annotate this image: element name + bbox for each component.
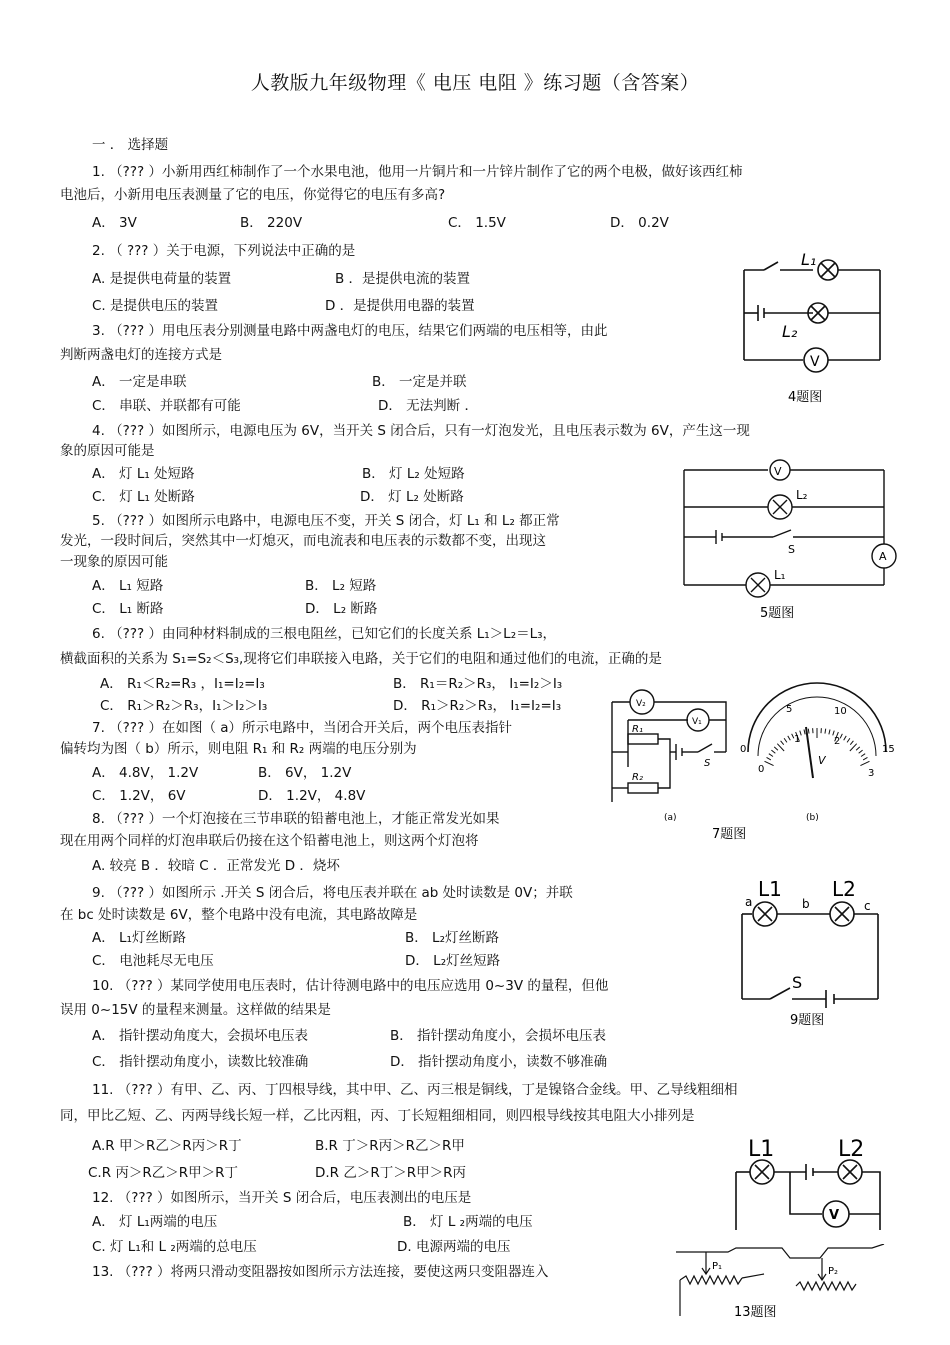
fig7-tick-bottom-0: 0 [758, 764, 765, 775]
q3-line2: 判断两盏电灯的连接方式是 [60, 347, 222, 363]
meter-tick [850, 744, 857, 751]
meter-tick [781, 741, 784, 745]
q7-option-d: D． 1.2V， 4.8V [258, 788, 366, 804]
figure-9-circuit [738, 874, 888, 1029]
fig7-tick-top-10: 10 [834, 706, 847, 717]
q8-line1: 8. （??? ）一个灯泡接在三节串联的铅蓄电池上，才能正常发光如果 [92, 811, 500, 827]
q5-line1: 5. （??? ）如图所示电路中，电源电压不变，开关 S 闭合，灯 L₁ 和 L₂ 都正常 [92, 513, 560, 529]
meter-tick [774, 747, 778, 750]
q11-option-c: C.R 丙＞R乙＞R甲＞R丁 [88, 1165, 239, 1181]
q5-line2: 发光，一段时间后，突然其中一灯熄灭，而电流表和电压表的示数都不变，出现这 [60, 533, 546, 549]
fig7-tick-bottom-1: 1 [794, 734, 801, 745]
q9-option-c: C． 电池耗尽无电压 [92, 953, 214, 969]
q2-option-b: B ．是提供电流的装置 [335, 271, 471, 287]
meter-tick [771, 750, 775, 753]
meter-tick [804, 729, 805, 734]
q11-option-b: B.R 丁＞R丙＞R乙＞R甲 [315, 1138, 465, 1154]
section-heading: 一 ． 选择题 [92, 137, 169, 153]
meter-tick [850, 741, 853, 745]
fig9-label-a: a [745, 895, 753, 909]
q8-options: A. 较亮 B ．较暗 C ．正常发光 D ．烧坏 [92, 858, 340, 874]
q4-option-d: D． 灯 L₂ 处断路 [360, 489, 464, 505]
fig5-label-l1: L₁ [774, 568, 786, 582]
q1-option-a: A． 3V [92, 215, 137, 231]
figure-7-circuit-and-meter [608, 682, 908, 844]
fig7-caption: 7题图 [712, 827, 747, 842]
q6-option-a: A． R₁＜R₂=R₃ ，I₁=I₂=I₃ [100, 676, 265, 692]
meter-tick [808, 729, 809, 734]
q2-stem: 2. （ ??? ）关于电源，下列说法中正确的是 [92, 243, 356, 259]
q6-line2: 横截面积的关系为 S₁=S₂＜S₃,现将它们串联接入电路，关于它们的电阻和通过他们的电流，正确的是 [60, 651, 662, 667]
q9-line1: 9. （??? ）如图所示 .开关 S 闭合后，将电压表并联在 ab 处时读数是 0V；并联 [92, 885, 573, 901]
meter-tick [860, 761, 869, 765]
q12-option-a: A． 灯 L₁两端的电压 [92, 1214, 218, 1230]
q11-line2: 同，甲比乙短、乙、丙两导线长短一样，乙比丙粗，丙、丁长短粗细相同，则四根导线按其电阻大小排列是 [60, 1108, 695, 1124]
fig7-meter-unit: V [818, 754, 826, 767]
q6-option-c: C． R₁＞R₂＞R₃，I₁＞I₂＞I₃ [100, 698, 268, 714]
q7-option-c: C． 1.2V， 6V [92, 788, 186, 804]
q8-line2: 现在用两个同样的灯泡串联后仍接在这个铅蓄电池上，则这两个灯泡将 [60, 833, 479, 849]
q13-stem: 13. （??? ）将两只滑动变阻器按如图所示方法连接，要使这两只变阻器连入 [92, 1264, 549, 1280]
q6-line1: 6. （??? ）由同种材料制成的三根电阻丝，已知它们的长度关系 L₁＞L₂＝L₃， [92, 626, 557, 642]
q7-line2: 偏转均为图（ b）所示，则电阻 R₁ 和 R₂ 两端的电压分别为 [60, 741, 417, 757]
q5-option-a: A． L₁ 短路 [92, 578, 164, 594]
meter-tick [863, 757, 867, 759]
q3-option-c: C． 串联、并联都有可能 [92, 398, 241, 414]
q4-option-c: C． 灯 L₁ 处断路 [92, 489, 195, 505]
q6-option-b: B． R₁＝R₂＞R₃， I₁=I₂＞I₃ [393, 676, 563, 692]
meter-tick [825, 729, 826, 734]
q5-line3: 一现象的原因可能 [60, 554, 168, 570]
q2-option-a: A. 是提供电荷量的装置 [92, 271, 232, 287]
q4-option-a: A． 灯 L₁ 处短路 [92, 466, 195, 482]
meter-tick [861, 754, 865, 757]
fig9-label-s: S [792, 973, 803, 992]
fig7-tick-bottom-3: 3 [868, 768, 875, 779]
fig9-label-l1: L1 [758, 877, 782, 901]
q3-option-d: D． 无法判断 ． [378, 398, 478, 414]
q4-option-b: B． 灯 L₂ 处短路 [362, 466, 465, 482]
q9-line2: 在 bc 处时读数是 6V，整个电路中没有电流，其电路故障是 [60, 907, 418, 923]
meter-tick [859, 750, 863, 753]
meter-tick [765, 761, 774, 765]
fig7-tick-top-15: 15 [882, 744, 895, 755]
q9-option-a: A． L₁灯丝断路 [92, 930, 186, 946]
fig7-label-s: S [704, 758, 711, 769]
q5-option-c: C． L₁ 断路 [92, 601, 164, 617]
q12-option-c: C. 灯 L₁和 L ₂两端的总电压 [92, 1239, 257, 1255]
fig7-label-b: (b) [806, 813, 819, 823]
q10-option-d: D． 指针摆动角度小，读数不够准确 [390, 1054, 608, 1070]
meter-tick [784, 738, 787, 742]
q12-stem: 12. （??? ）如图所示，当开关 S 闭合后，电压表测出的电压是 [92, 1190, 472, 1206]
fig9-label-l2: L2 [832, 877, 856, 901]
q10-option-a: A． 指针摆动角度大，会损坏电压表 [92, 1028, 309, 1044]
q5-option-d: D． L₂ 断路 [305, 601, 378, 617]
meter-tick [769, 754, 773, 757]
meter-tick [767, 757, 771, 759]
fig7-label-v2: V₂ [636, 699, 646, 709]
fig13-label-p2: P₂ [828, 1266, 839, 1277]
q1-line2: 电池后，小新用电压表测量了它的电压，你觉得它的电压有多高? [60, 187, 446, 203]
q5-option-b: B． L₂ 短路 [305, 578, 377, 594]
fig4-caption: 4题图 [788, 390, 823, 405]
q3-option-a: A． 一定是串联 [92, 374, 187, 390]
figure-4-circuit [738, 240, 888, 410]
q12-option-d: D. 电源两端的电压 [397, 1239, 511, 1255]
fig9-caption: 9题图 [790, 1013, 825, 1028]
q1-option-c: C． 1.5V [448, 215, 506, 231]
fig5-caption: 5题图 [760, 606, 795, 621]
q9-option-d: D． L₂灯丝短路 [405, 953, 501, 969]
q2-option-d: D ．是提供用电器的装置 [325, 298, 475, 314]
fig9-label-b: b [802, 897, 810, 911]
fig9-label-c: c [864, 899, 871, 913]
fig12-label-v: V [829, 1208, 840, 1223]
meter-tick [844, 736, 847, 740]
q1-line1: 1. （??? ）小新用西红柿制作了一个水果电池，他用一片铜片和一片锌片制作了它的两个电极，做好该西红柿 [92, 164, 743, 180]
meter-tick [833, 731, 834, 736]
figure-5-circuit [678, 452, 900, 624]
meter-tick [840, 734, 842, 738]
q10-option-b: B． 指针摆动角度小，会损坏电压表 [390, 1028, 607, 1044]
q7-option-a: A． 4.8V， 1.2V [92, 765, 199, 781]
q2-option-c: C. 是提供电压的装置 [92, 298, 219, 314]
q9-option-b: B． L₂灯丝断路 [405, 930, 499, 946]
figure-12-circuit [728, 1132, 898, 1242]
q7-line1: 7. （??? ）在如图（ a）所示电路中，当闭合开关后，两个电压表指针 [92, 720, 513, 736]
q1-option-d: D． 0.2V [610, 215, 669, 231]
q11-option-a: A.R 甲＞R乙＞R丙＞R丁 [92, 1138, 242, 1154]
fig13-label-p1: P₁ [712, 1261, 723, 1272]
fig7-label-a: (a) [664, 813, 677, 823]
q6-option-d: D． R₁＞R₂＞R₃， I₁=I₂=I₃ [393, 698, 562, 714]
figure-13-rheostats [672, 1244, 898, 1342]
page-title: 人教版九年级物理《 电压 电阻 》练习题（含答案） [250, 72, 700, 94]
meter-tick [856, 747, 860, 750]
q1-option-b: B． 220V [240, 215, 303, 231]
q3-line1: 3. （??? ）用电压表分别测量电路中两盏电灯的电压，结果它们两端的电压相等，由此 [92, 323, 608, 339]
meter-tick [847, 738, 850, 742]
fig7-label-r1: R₁ [632, 724, 643, 735]
q10-line2: 误用 0~15V 的量程来测量。这样做的结果是 [60, 1002, 331, 1018]
fig4-label-l1: L₁ [801, 250, 817, 269]
meter-tick [829, 729, 830, 734]
fig5-label-v: V [774, 465, 782, 478]
q10-option-c: C． 指针摆动角度小，读数比较准确 [92, 1054, 309, 1070]
meter-tick [777, 744, 784, 751]
fig4-label-l2: L₂ [782, 322, 798, 341]
q12-option-b: B． 灯 L ₂两端的电压 [403, 1214, 533, 1230]
q4-line1: 4. （??? ）如图所示，电源电压为 6V，当开关 S 闭合后，只有一灯泡发光，且电压表示数为 6V，产生这一现 [92, 423, 750, 439]
fig12-label-l2: L2 [838, 1137, 865, 1162]
q10-line1: 10. （??? ）某同学使用电压表时，估计待测电路中的电压应选用 0~3V 的量程，但他 [92, 978, 609, 994]
q4-line2: 象的原因可能是 [60, 443, 155, 459]
fig5-label-a: A [879, 550, 887, 563]
fig7-tick-top-5: 5 [786, 704, 793, 715]
fig4-label-v: V [810, 354, 820, 370]
fig7-label-r2: R₂ [632, 772, 643, 783]
q11-line1: 11. （??? ）有甲、乙、丙、丁四根导线，其中甲、乙、丙三根是铜线，丁是镍铬合金线。甲、乙导线粗细相 [92, 1082, 738, 1098]
fig7-tick-bottom-2: 2 [834, 736, 841, 747]
q3-option-b: B． 一定是并联 [372, 374, 467, 390]
fig12-label-l1: L1 [748, 1137, 775, 1162]
meter-tick [788, 736, 791, 740]
fig7-tick-top-0: 0 [740, 744, 747, 755]
fig5-label-s: S [788, 543, 795, 556]
q7-option-b: B． 6V， 1.2V [258, 765, 352, 781]
fig7-label-v1: V₁ [692, 717, 702, 727]
q11-option-d: D.R 乙＞R丁＞R甲＞R丙 [315, 1165, 466, 1181]
fig13-caption: 13题图 [734, 1305, 777, 1320]
fig5-label-l2: L₂ [796, 488, 808, 502]
